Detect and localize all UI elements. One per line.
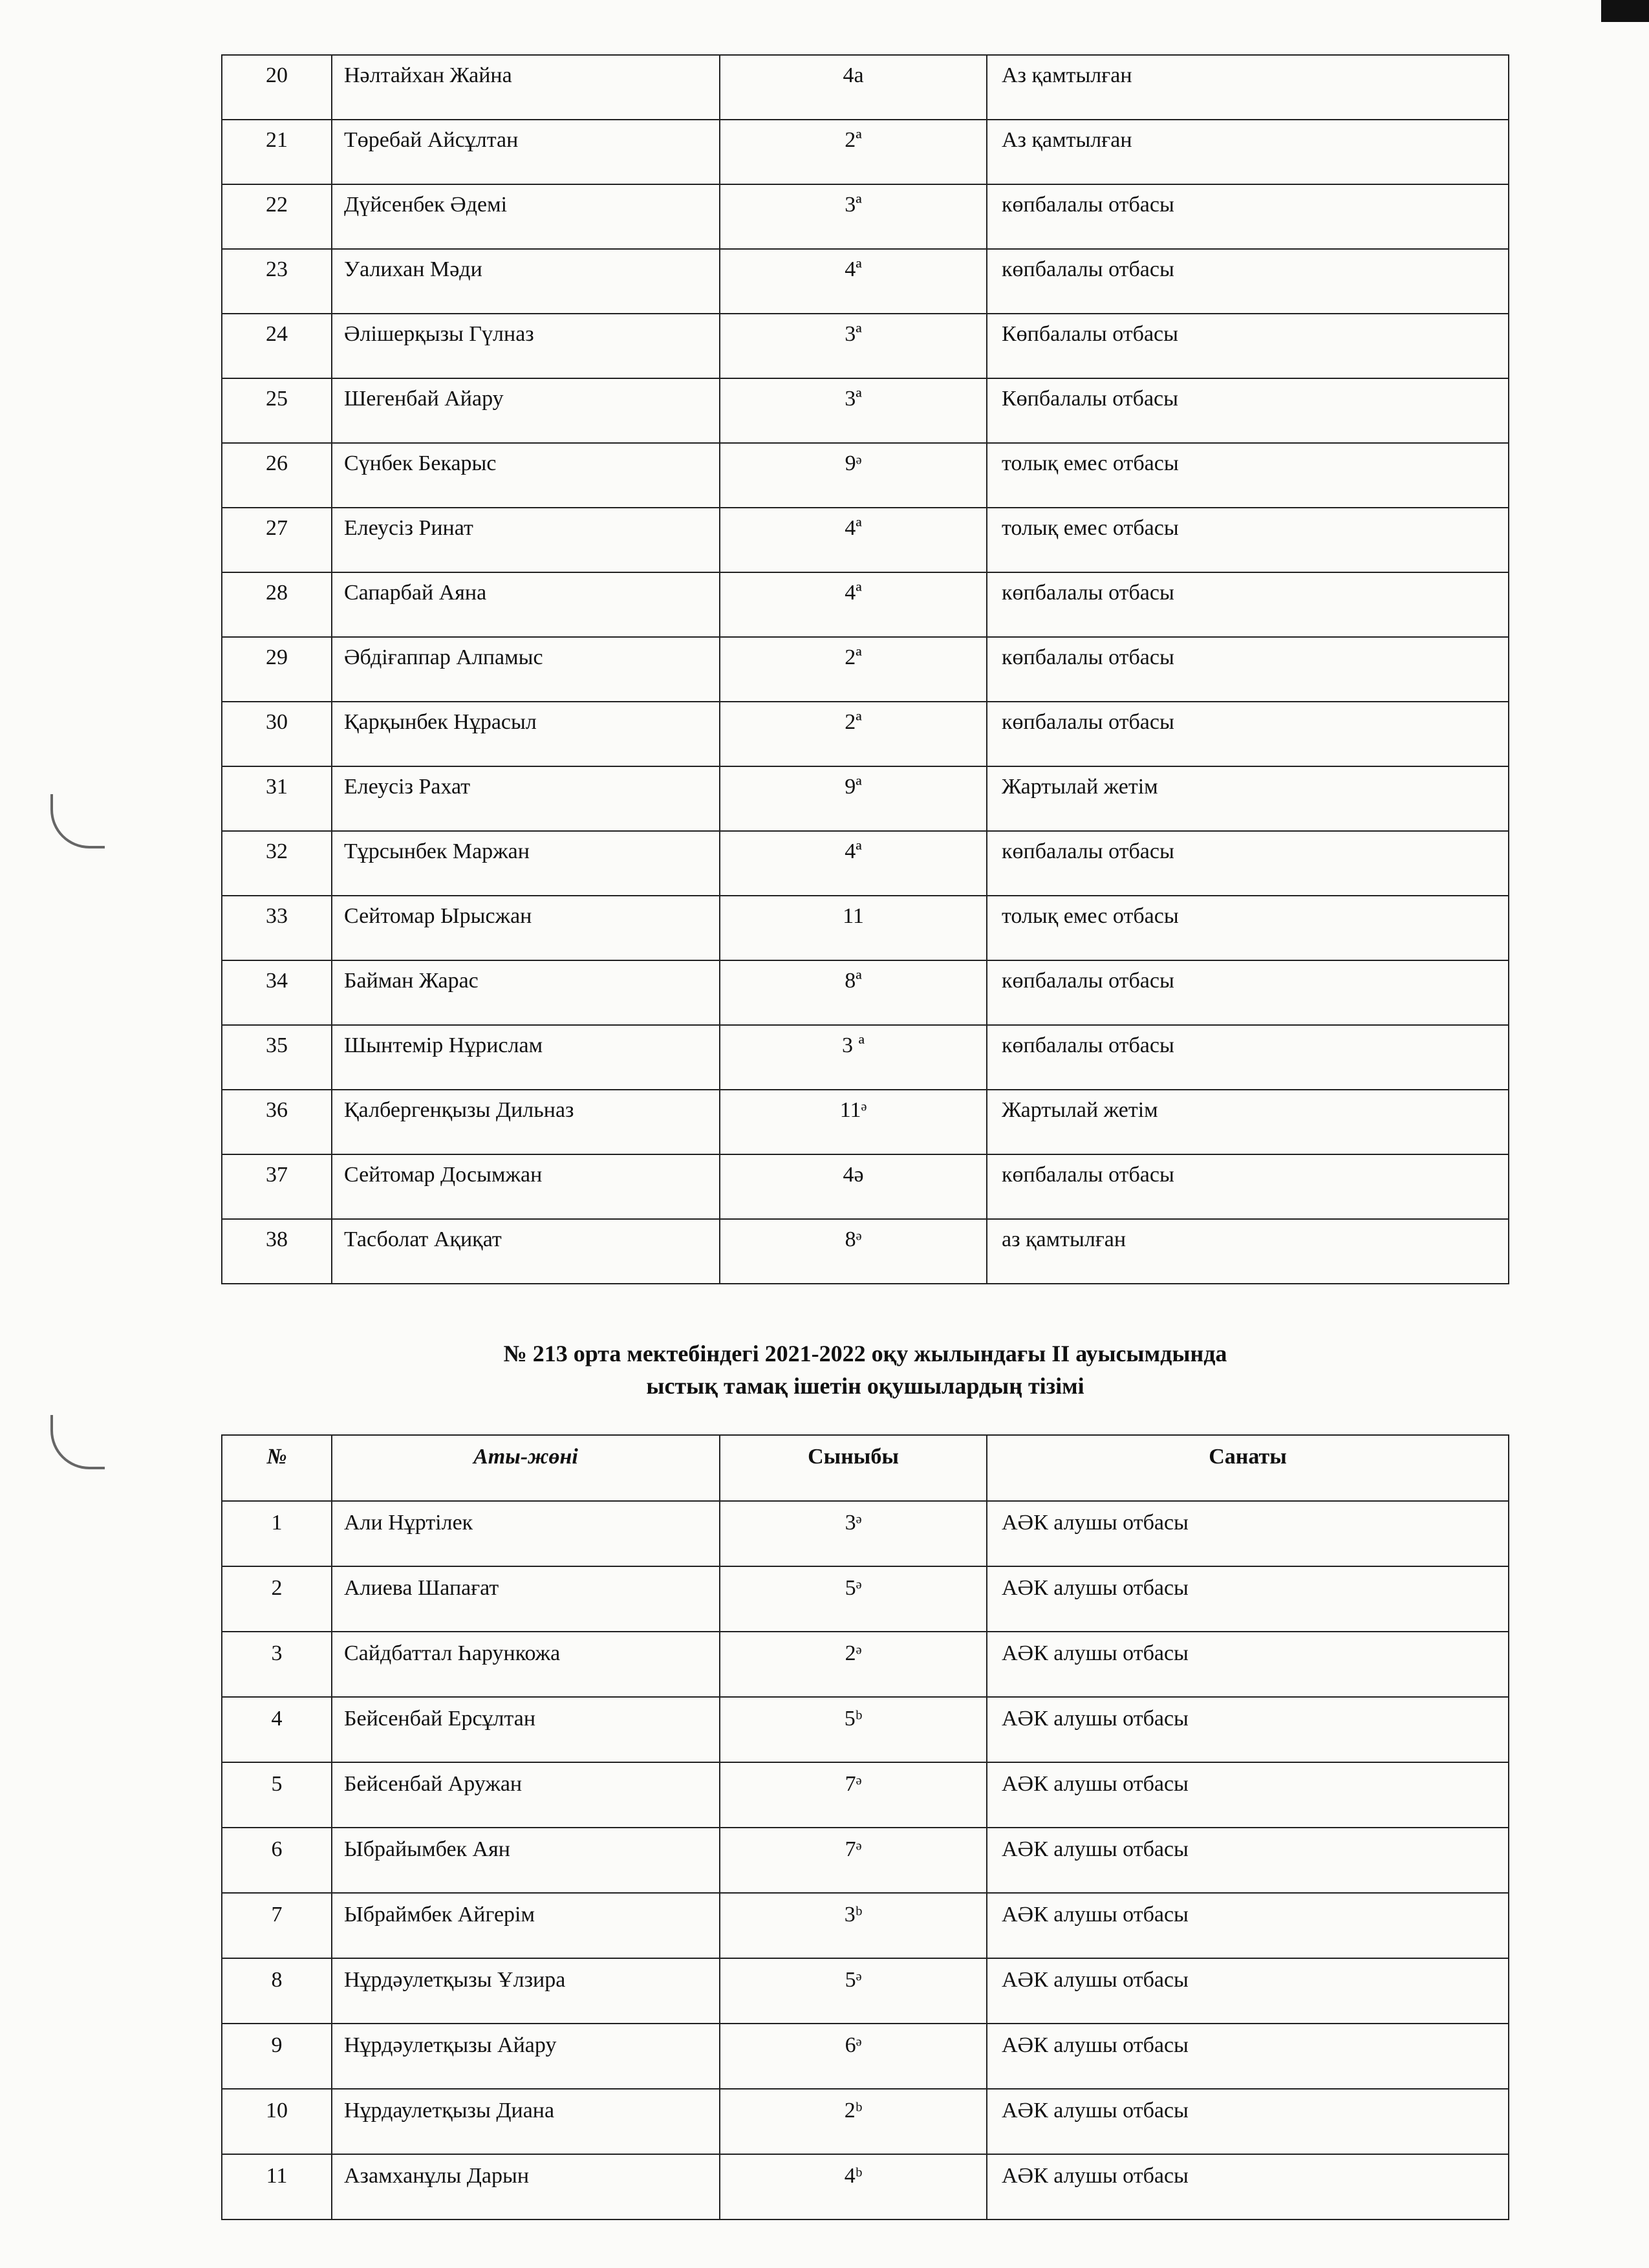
table-row: [222, 2024, 1509, 2089]
student-category: көпбалалы отбасы: [987, 831, 1509, 896]
scan-corner-mark: [1601, 0, 1649, 22]
student-class: 5ᵇ: [720, 1697, 987, 1762]
student-category: Жартылай жетім: [987, 766, 1509, 831]
table-row: [222, 1828, 1509, 1893]
student-name: Байман Жарас: [332, 960, 720, 1025]
table-row: [222, 55, 1509, 120]
row-number: 3: [222, 1632, 332, 1697]
heading-line-1: № 213 орта мектебіндегі 2021-2022 оқу жылындағы II ауысымдында: [503, 1341, 1227, 1366]
students-table-body: [222, 1501, 1509, 2219]
student-name: Тасболат Ақиқат: [332, 1219, 720, 1284]
student-category: көпбалалы отбасы: [987, 637, 1509, 702]
table-row: [222, 378, 1509, 443]
student-category: толық емес отбасы: [987, 508, 1509, 572]
table-row: [222, 1762, 1509, 1828]
student-name: Сапарбай Аяна: [332, 572, 720, 637]
student-category: АӘК алушы отбасы: [987, 1632, 1509, 1697]
student-class: 4ª: [720, 249, 987, 314]
student-category: көпбалалы отбасы: [987, 249, 1509, 314]
student-name: Шынтемір Нұрислам: [332, 1025, 720, 1090]
student-class: 3ª: [720, 314, 987, 378]
row-number: 33: [222, 896, 332, 960]
student-class: 3 ª: [720, 1025, 987, 1090]
table-row: [222, 1154, 1509, 1219]
row-number: 34: [222, 960, 332, 1025]
student-class: 11ᵊ: [720, 1090, 987, 1154]
student-class: 4а: [720, 55, 987, 120]
student-category: көпбалалы отбасы: [987, 1154, 1509, 1219]
table-row: [222, 1025, 1509, 1090]
student-category: АӘК алушы отбасы: [987, 2089, 1509, 2154]
heading-line-2: ыстық тамақ ішетін оқушылардың тізімі: [646, 1373, 1084, 1399]
student-category: аз қамтылған: [987, 1219, 1509, 1284]
table-row: [222, 831, 1509, 896]
student-name: Нәлтайхан Жайна: [332, 55, 720, 120]
student-name: Әбдіғаппар Алпамыс: [332, 637, 720, 702]
student-name: Сейтомар Ырысжан: [332, 896, 720, 960]
row-number: 21: [222, 120, 332, 184]
student-category: АӘК алушы отбасы: [987, 1566, 1509, 1632]
student-name: Нұрдәулетқызы Айару: [332, 2024, 720, 2089]
row-number: 24: [222, 314, 332, 378]
table-row: [222, 1090, 1509, 1154]
row-number: 25: [222, 378, 332, 443]
row-number: 28: [222, 572, 332, 637]
row-number: 1: [222, 1501, 332, 1566]
student-name: Шегенбай Айару: [332, 378, 720, 443]
row-number: 27: [222, 508, 332, 572]
row-number: 38: [222, 1219, 332, 1284]
student-class: 4ª: [720, 508, 987, 572]
table-row: [222, 443, 1509, 508]
table-row: [222, 2089, 1509, 2154]
student-class: 4ә: [720, 1154, 987, 1219]
student-name: Нұрдаулетқызы Диана: [332, 2089, 720, 2154]
students-table-continued: [221, 54, 1509, 1284]
student-name: Бейсенбай Аружан: [332, 1762, 720, 1828]
row-number: 20: [222, 55, 332, 120]
student-category: Жартылай жетім: [987, 1090, 1509, 1154]
row-number: 36: [222, 1090, 332, 1154]
section-heading: [221, 1337, 1509, 1402]
student-class: 9ª: [720, 766, 987, 831]
student-category: толық емес отбасы: [987, 443, 1509, 508]
student-name: Қалбергенқызы Дильназ: [332, 1090, 720, 1154]
row-number: 2: [222, 1566, 332, 1632]
student-class: 5ᵊ: [720, 1958, 987, 2024]
student-class: 3ᵇ: [720, 1893, 987, 1958]
student-category: АӘК алушы отбасы: [987, 1697, 1509, 1762]
student-name: Қарқынбек Нұрасыл: [332, 702, 720, 766]
student-class: 2ª: [720, 702, 987, 766]
student-name: Сайдбаттал Һарункожа: [332, 1632, 720, 1697]
student-category: АӘК алушы отбасы: [987, 2154, 1509, 2219]
table-header-row: [222, 1435, 1509, 1501]
row-number: 4: [222, 1697, 332, 1762]
row-number: 6: [222, 1828, 332, 1893]
table-row: [222, 1632, 1509, 1697]
student-name: Елеусіз Рахат: [332, 766, 720, 831]
student-class: 4ª: [720, 572, 987, 637]
student-class: 2ª: [720, 120, 987, 184]
student-category: АӘК алушы отбасы: [987, 1893, 1509, 1958]
student-class: 8ª: [720, 960, 987, 1025]
student-name: Сейтомар Досымжан: [332, 1154, 720, 1219]
table-row: [222, 1219, 1509, 1284]
student-class: 7ᵊ: [720, 1828, 987, 1893]
header-category: Санаты: [987, 1435, 1509, 1501]
row-number: 37: [222, 1154, 332, 1219]
student-class: 7ᵊ: [720, 1762, 987, 1828]
student-class: 9ᵊ: [720, 443, 987, 508]
student-category: көпбалалы отбасы: [987, 960, 1509, 1025]
student-category: АӘК алушы отбасы: [987, 1958, 1509, 2024]
student-class: 2ᵊ: [720, 1632, 987, 1697]
punch-hole-mark: [50, 1415, 105, 1469]
student-category: АӘК алушы отбасы: [987, 1501, 1509, 1566]
row-number: 31: [222, 766, 332, 831]
student-name: Уалихан Мәди: [332, 249, 720, 314]
table-row: [222, 960, 1509, 1025]
row-number: 30: [222, 702, 332, 766]
table-row: [222, 1501, 1509, 1566]
student-name: Әлішерқызы Гүлназ: [332, 314, 720, 378]
student-name: Али Нұртілек: [332, 1501, 720, 1566]
table-row: [222, 896, 1509, 960]
row-number: 5: [222, 1762, 332, 1828]
table-row: [222, 1697, 1509, 1762]
row-number: 29: [222, 637, 332, 702]
student-category: Аз қамтылған: [987, 120, 1509, 184]
student-class: 2ᵇ: [720, 2089, 987, 2154]
student-category: көпбалалы отбасы: [987, 702, 1509, 766]
student-class: 4ª: [720, 831, 987, 896]
table-row: [222, 2154, 1509, 2219]
row-number: 23: [222, 249, 332, 314]
row-number: 11: [222, 2154, 332, 2219]
student-category: АӘК алушы отбасы: [987, 2024, 1509, 2089]
student-class: 3ª: [720, 378, 987, 443]
student-name: Ыбрайымбек Аян: [332, 1828, 720, 1893]
student-category: АӘК алушы отбасы: [987, 1762, 1509, 1828]
table-row: [222, 1958, 1509, 2024]
student-class: 4ᵇ: [720, 2154, 987, 2219]
header-name: Аты-жөні: [332, 1435, 720, 1501]
row-number: 9: [222, 2024, 332, 2089]
student-category: көпбалалы отбасы: [987, 1025, 1509, 1090]
student-class: 2ª: [720, 637, 987, 702]
student-class: 6ᵊ: [720, 2024, 987, 2089]
table-row: [222, 1893, 1509, 1958]
student-class: 11: [720, 896, 987, 960]
students-table-body: [222, 55, 1509, 1284]
student-category: Көпбалалы отбасы: [987, 314, 1509, 378]
row-number: 32: [222, 831, 332, 896]
row-number: 10: [222, 2089, 332, 2154]
student-name: Тұрсынбек Маржан: [332, 831, 720, 896]
student-class: 3ᵊ: [720, 1501, 987, 1566]
student-class: 3ª: [720, 184, 987, 249]
student-name: Азамханұлы Дарын: [332, 2154, 720, 2219]
student-name: Елеусіз Ринат: [332, 508, 720, 572]
row-number: 8: [222, 1958, 332, 2024]
table-row: [222, 314, 1509, 378]
row-number: 7: [222, 1893, 332, 1958]
table-row: [222, 1566, 1509, 1632]
student-class: 8ᵊ: [720, 1219, 987, 1284]
student-category: Көпбалалы отбасы: [987, 378, 1509, 443]
row-number: 26: [222, 443, 332, 508]
student-category: толық емес отбасы: [987, 896, 1509, 960]
table-row: [222, 572, 1509, 637]
student-name: Дүйсенбек Әдемі: [332, 184, 720, 249]
student-category: көпбалалы отбасы: [987, 572, 1509, 637]
student-category: АӘК алушы отбасы: [987, 1828, 1509, 1893]
table-row: [222, 637, 1509, 702]
student-class: 5ᵊ: [720, 1566, 987, 1632]
student-name: Төребай Айсұлтан: [332, 120, 720, 184]
student-name: Сүнбек Бекарыс: [332, 443, 720, 508]
table-row: [222, 120, 1509, 184]
row-number: 22: [222, 184, 332, 249]
row-number: 35: [222, 1025, 332, 1090]
table-row: [222, 702, 1509, 766]
student-name: Бейсенбай Ерсұлтан: [332, 1697, 720, 1762]
header-num: №: [222, 1435, 332, 1501]
table-row: [222, 508, 1509, 572]
header-class: Сыныбы: [720, 1435, 987, 1501]
student-name: Нұрдәулетқызы Ұлзира: [332, 1958, 720, 2024]
student-name: Алиева Шапағат: [332, 1566, 720, 1632]
table-row: [222, 766, 1509, 831]
student-category: көпбалалы отбасы: [987, 184, 1509, 249]
punch-hole-mark: [50, 794, 105, 848]
table-row: [222, 184, 1509, 249]
student-category: Аз қамтылған: [987, 55, 1509, 120]
student-name: Ыбраймбек Айгерім: [332, 1893, 720, 1958]
table-row: [222, 249, 1509, 314]
second-shift-students-table: [221, 1434, 1509, 2220]
